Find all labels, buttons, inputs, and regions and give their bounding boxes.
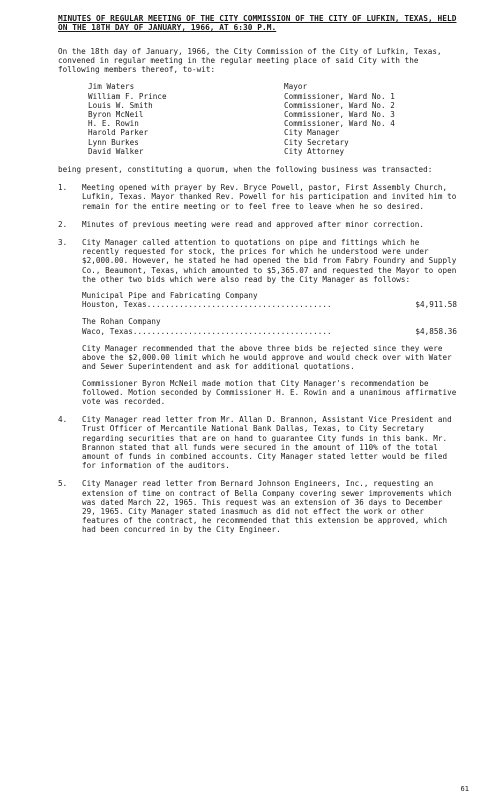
bid-company: Municipal Pipe and Fabricating Company xyxy=(82,291,258,301)
member-title: Mayor xyxy=(284,82,308,92)
item-body xyxy=(82,238,457,406)
business-items xyxy=(58,183,457,534)
business-item xyxy=(58,183,457,211)
member-title: Commissioner, Ward No. 3 xyxy=(284,110,395,120)
bid-line xyxy=(82,327,457,336)
bid-amount: $4,858.36 xyxy=(415,326,457,336)
member-name: William F. Prince xyxy=(88,91,167,101)
member-row xyxy=(88,138,395,147)
member-title: City Secretary xyxy=(284,137,349,147)
bid-company: The Rohan Company xyxy=(82,317,161,327)
member-title: Commissioner, Ward No. 2 xyxy=(284,100,395,110)
bid-entry xyxy=(82,291,457,309)
document-title: MINUTES OF REGULAR MEETING OF THE CITY COMMISSION OF THE CITY OF LUFKIN, TEXAS, HELD ON THE 18TH DAY OF JANUARY, 1966, AT 6:30 P.M. xyxy=(58,14,457,33)
member-name: David Walker xyxy=(88,146,144,156)
quorum-statement: being present, constituting a quorum, when the following business was transacted: xyxy=(58,165,433,175)
member-row xyxy=(88,101,395,110)
dot-leader: ........................................ xyxy=(146,300,332,310)
item-paragraph: City Manager read letter from Mr. Allan D. Brannon, Assistant Vice President and Trust Officer of Mercantile National Bank Dallas, Texas, to City Secretary regarding securities that are on hand to guarantee City funds in this bank. Mr. Brannon stated that all funds were secured in the amount of 110% of the total amount of funds in combined accounts. City Manager stated letter would be filed for information of the auditors. xyxy=(82,415,452,471)
members-list xyxy=(88,82,395,156)
business-item xyxy=(58,220,457,229)
member-row xyxy=(88,128,395,137)
item-number: 2. xyxy=(58,219,68,229)
member-row xyxy=(88,119,395,128)
member-row xyxy=(88,110,395,119)
member-title: City Manager xyxy=(284,128,340,138)
item-body xyxy=(82,220,457,229)
bid-list xyxy=(82,291,457,336)
bid-entry xyxy=(82,317,457,335)
bid-line xyxy=(82,300,457,309)
item-number: 1. xyxy=(58,183,68,193)
item-paragraph: Meeting opened with prayer by Rev. Bryce Powell, pastor, First Assembly Church, Lufkin, Texas. Mayor thanked Rev. Powell for his participation and invited him to remain for the entire meeting or to feel free to leave when he so desired. xyxy=(82,183,457,211)
member-row xyxy=(88,82,395,91)
business-item xyxy=(58,238,457,406)
member-title: Commissioner, Ward No. 1 xyxy=(284,91,395,101)
bid-amount: $4,911.58 xyxy=(415,300,457,310)
business-item xyxy=(58,479,457,534)
item-body xyxy=(82,479,457,534)
member-name: Harold Parker xyxy=(88,128,149,138)
member-row xyxy=(88,92,395,101)
business-item xyxy=(58,415,457,470)
bid-location: Waco, Texas xyxy=(82,326,133,336)
member-title: Commissioner, Ward No. 4 xyxy=(284,119,395,129)
member-name: Byron McNeil xyxy=(88,110,144,120)
item-body xyxy=(82,183,457,211)
dot-leader: ........................................... xyxy=(132,326,332,336)
item-body xyxy=(82,415,457,470)
member-name: Louis W. Smith xyxy=(88,100,153,110)
item-paragraph: City Manager read letter from Bernard Johnson Engineers, Inc., requesting an extension of time on contract of Bella Company covering sewer improvements which was dated March 22, 1965. This request was an extension of 36 days to December 29, 1965. City Manager stated inasmuch as did not effect the work or other features of the contract, he recommended that this extension be approved, which had been concurred in by the City Engineer. xyxy=(82,479,452,535)
item-number: 4. xyxy=(58,415,68,425)
item-paragraph: Commissioner Byron McNeil made motion that City Manager's recommendation be followed. Motion seconded by Commissioner H. E. Rowin and a unanimous affirmative vote was recorded. xyxy=(82,378,457,406)
item-number: 5. xyxy=(58,479,68,489)
item-paragraph: City Manager recommended that the above three bids be rejected since they were above the $2,000.00 limit which he would approve and would check over with Water and Sewer Superintendent and ask for additional quotations. xyxy=(82,343,452,372)
item-paragraph: Minutes of previous meeting were read and approved after minor correction. xyxy=(82,219,425,229)
member-name: H. E. Rowin xyxy=(88,119,139,129)
member-name: Lynn Burkes xyxy=(88,137,139,147)
intro-paragraph: On the 18th day of January, 1966, the City Commission of the City of Lufkin, Texas, convened in regular meeting in the regular meeting place of said City with the following members thereof, to-wit: xyxy=(58,46,442,75)
member-name: Jim Waters xyxy=(88,82,135,92)
page-number: 61 xyxy=(460,784,469,793)
item-paragraph: City Manager called attention to quotations on pipe and fittings which he recently requested for stock, the prices for which he understood were under $2,000.00. However, he stated he had opened the bid from Fabry Foundry and Supply Co., Beaumont, Texas, which amounted to $5,365.07 and requested the Mayor to open the other two bids which were also read by the City Manager as follows: xyxy=(82,238,457,284)
member-title: City Attorney xyxy=(284,146,345,156)
member-row xyxy=(88,147,395,156)
bid-location: Houston, Texas xyxy=(82,300,147,310)
item-number: 3. xyxy=(58,238,68,248)
